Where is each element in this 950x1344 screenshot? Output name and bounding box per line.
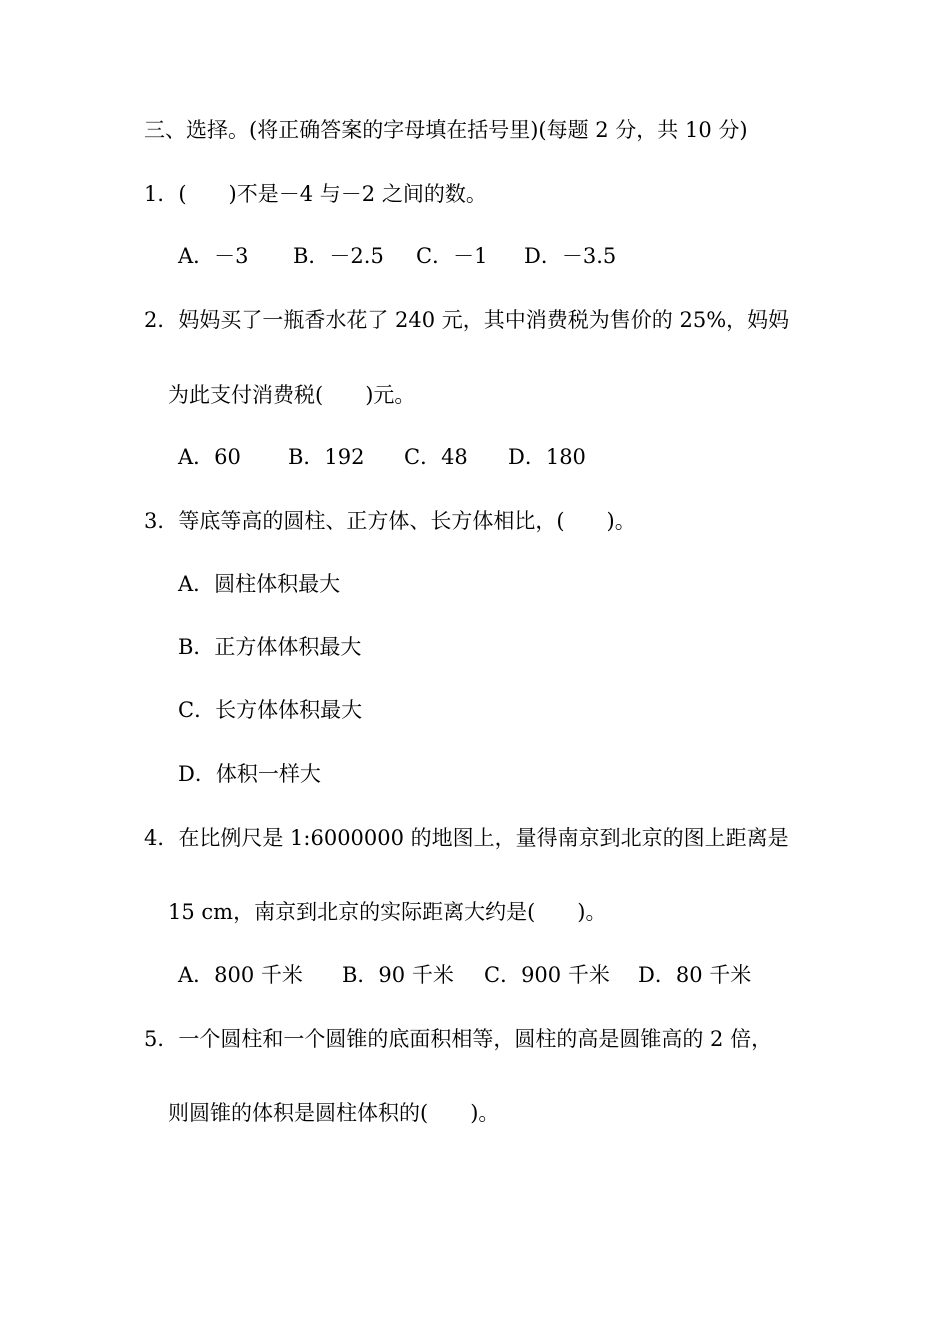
question-5-stem-line-1: 5．一个圆柱和一个圆锥的底面积相等，圆柱的高是圆锥高的 2 倍， — [144, 1027, 773, 1051]
section-heading: 三、选择。(将正确答案的字母填在括号里)(每题 2 分，共 10 分) — [144, 118, 748, 142]
question-2-stem-line-1: 2．妈妈买了一瓶香水花了 240 元，其中消费税为售价的 25%，妈妈 — [144, 308, 790, 332]
question-2-option-d: D．180 — [508, 445, 586, 469]
question-1-option-c: C．－1 — [416, 244, 488, 268]
question-4-stem-line-1: 4．在比例尺是 1:6000000 的地图上，量得南京到北京的图上距离是 — [144, 826, 789, 850]
question-4-option-a: A．800 千米 — [178, 963, 303, 987]
question-3-option-a: A．圆柱体积最大 — [178, 572, 341, 596]
question-4-stem-line-2: 15 cm，南京到北京的实际距离大约是( )。 — [168, 900, 607, 924]
question-3-option-c: C．长方体体积最大 — [178, 698, 363, 722]
question-4-option-d: D．80 千米 — [638, 963, 752, 987]
question-2-stem-line-2: 为此支付消费税( )元。 — [168, 383, 416, 407]
question-1-option-a: A．－3 — [178, 244, 249, 268]
question-3-option-d: D．体积一样大 — [178, 762, 321, 786]
question-2-option-a: A．60 — [178, 445, 241, 469]
question-1-option-b: B．－2.5 — [293, 244, 384, 268]
question-5-stem-line-2: 则圆锥的体积是圆柱体积的( )。 — [168, 1101, 500, 1125]
question-2-option-c: C．48 — [404, 445, 468, 469]
question-3-option-b: B．正方体体积最大 — [178, 635, 362, 659]
question-1-stem: 1．( )不是－4 与－2 之间的数。 — [144, 182, 487, 206]
question-3-stem: 3．等底等高的圆柱、正方体、长方体相比，( )。 — [144, 509, 636, 533]
question-1-option-d: D．－3.5 — [524, 244, 617, 268]
question-2-option-b: B．192 — [288, 445, 365, 469]
question-4-option-c: C．900 千米 — [484, 963, 610, 987]
question-4-option-b: B．90 千米 — [342, 963, 454, 987]
